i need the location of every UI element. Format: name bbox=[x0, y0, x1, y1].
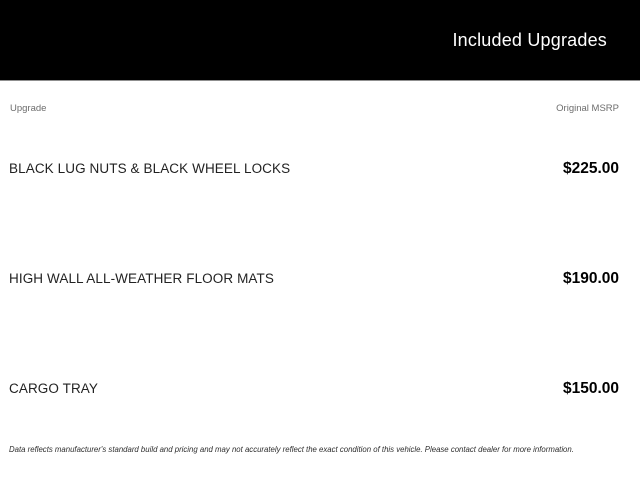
disclaimer-text: Data reflects manufacturer's standard build and pricing and may not accurately reflect the exact condition of this vehicle. Please contact dealer for more information. bbox=[9, 445, 574, 454]
table-column-headers bbox=[0, 103, 640, 114]
upgrade-name: HIGH WALL ALL-WEATHER FLOOR MATS bbox=[9, 271, 274, 286]
panel-header bbox=[0, 0, 640, 81]
upgrade-name: BLACK LUG NUTS & BLACK WHEEL LOCKS bbox=[9, 161, 291, 176]
upgrade-price: $190.00 bbox=[562, 270, 619, 287]
table-row bbox=[0, 380, 640, 397]
column-header-upgrade: Upgrade bbox=[10, 103, 47, 114]
upgrade-price: $150.00 bbox=[562, 380, 619, 397]
upgrade-price: $225.00 bbox=[562, 160, 619, 177]
column-header-msrp: Original MSRP bbox=[556, 103, 619, 114]
upgrade-name: CARGO TRAY bbox=[9, 381, 99, 396]
panel-title: Included Upgrades bbox=[452, 29, 607, 50]
table-row bbox=[0, 160, 640, 177]
table-row bbox=[0, 270, 640, 287]
